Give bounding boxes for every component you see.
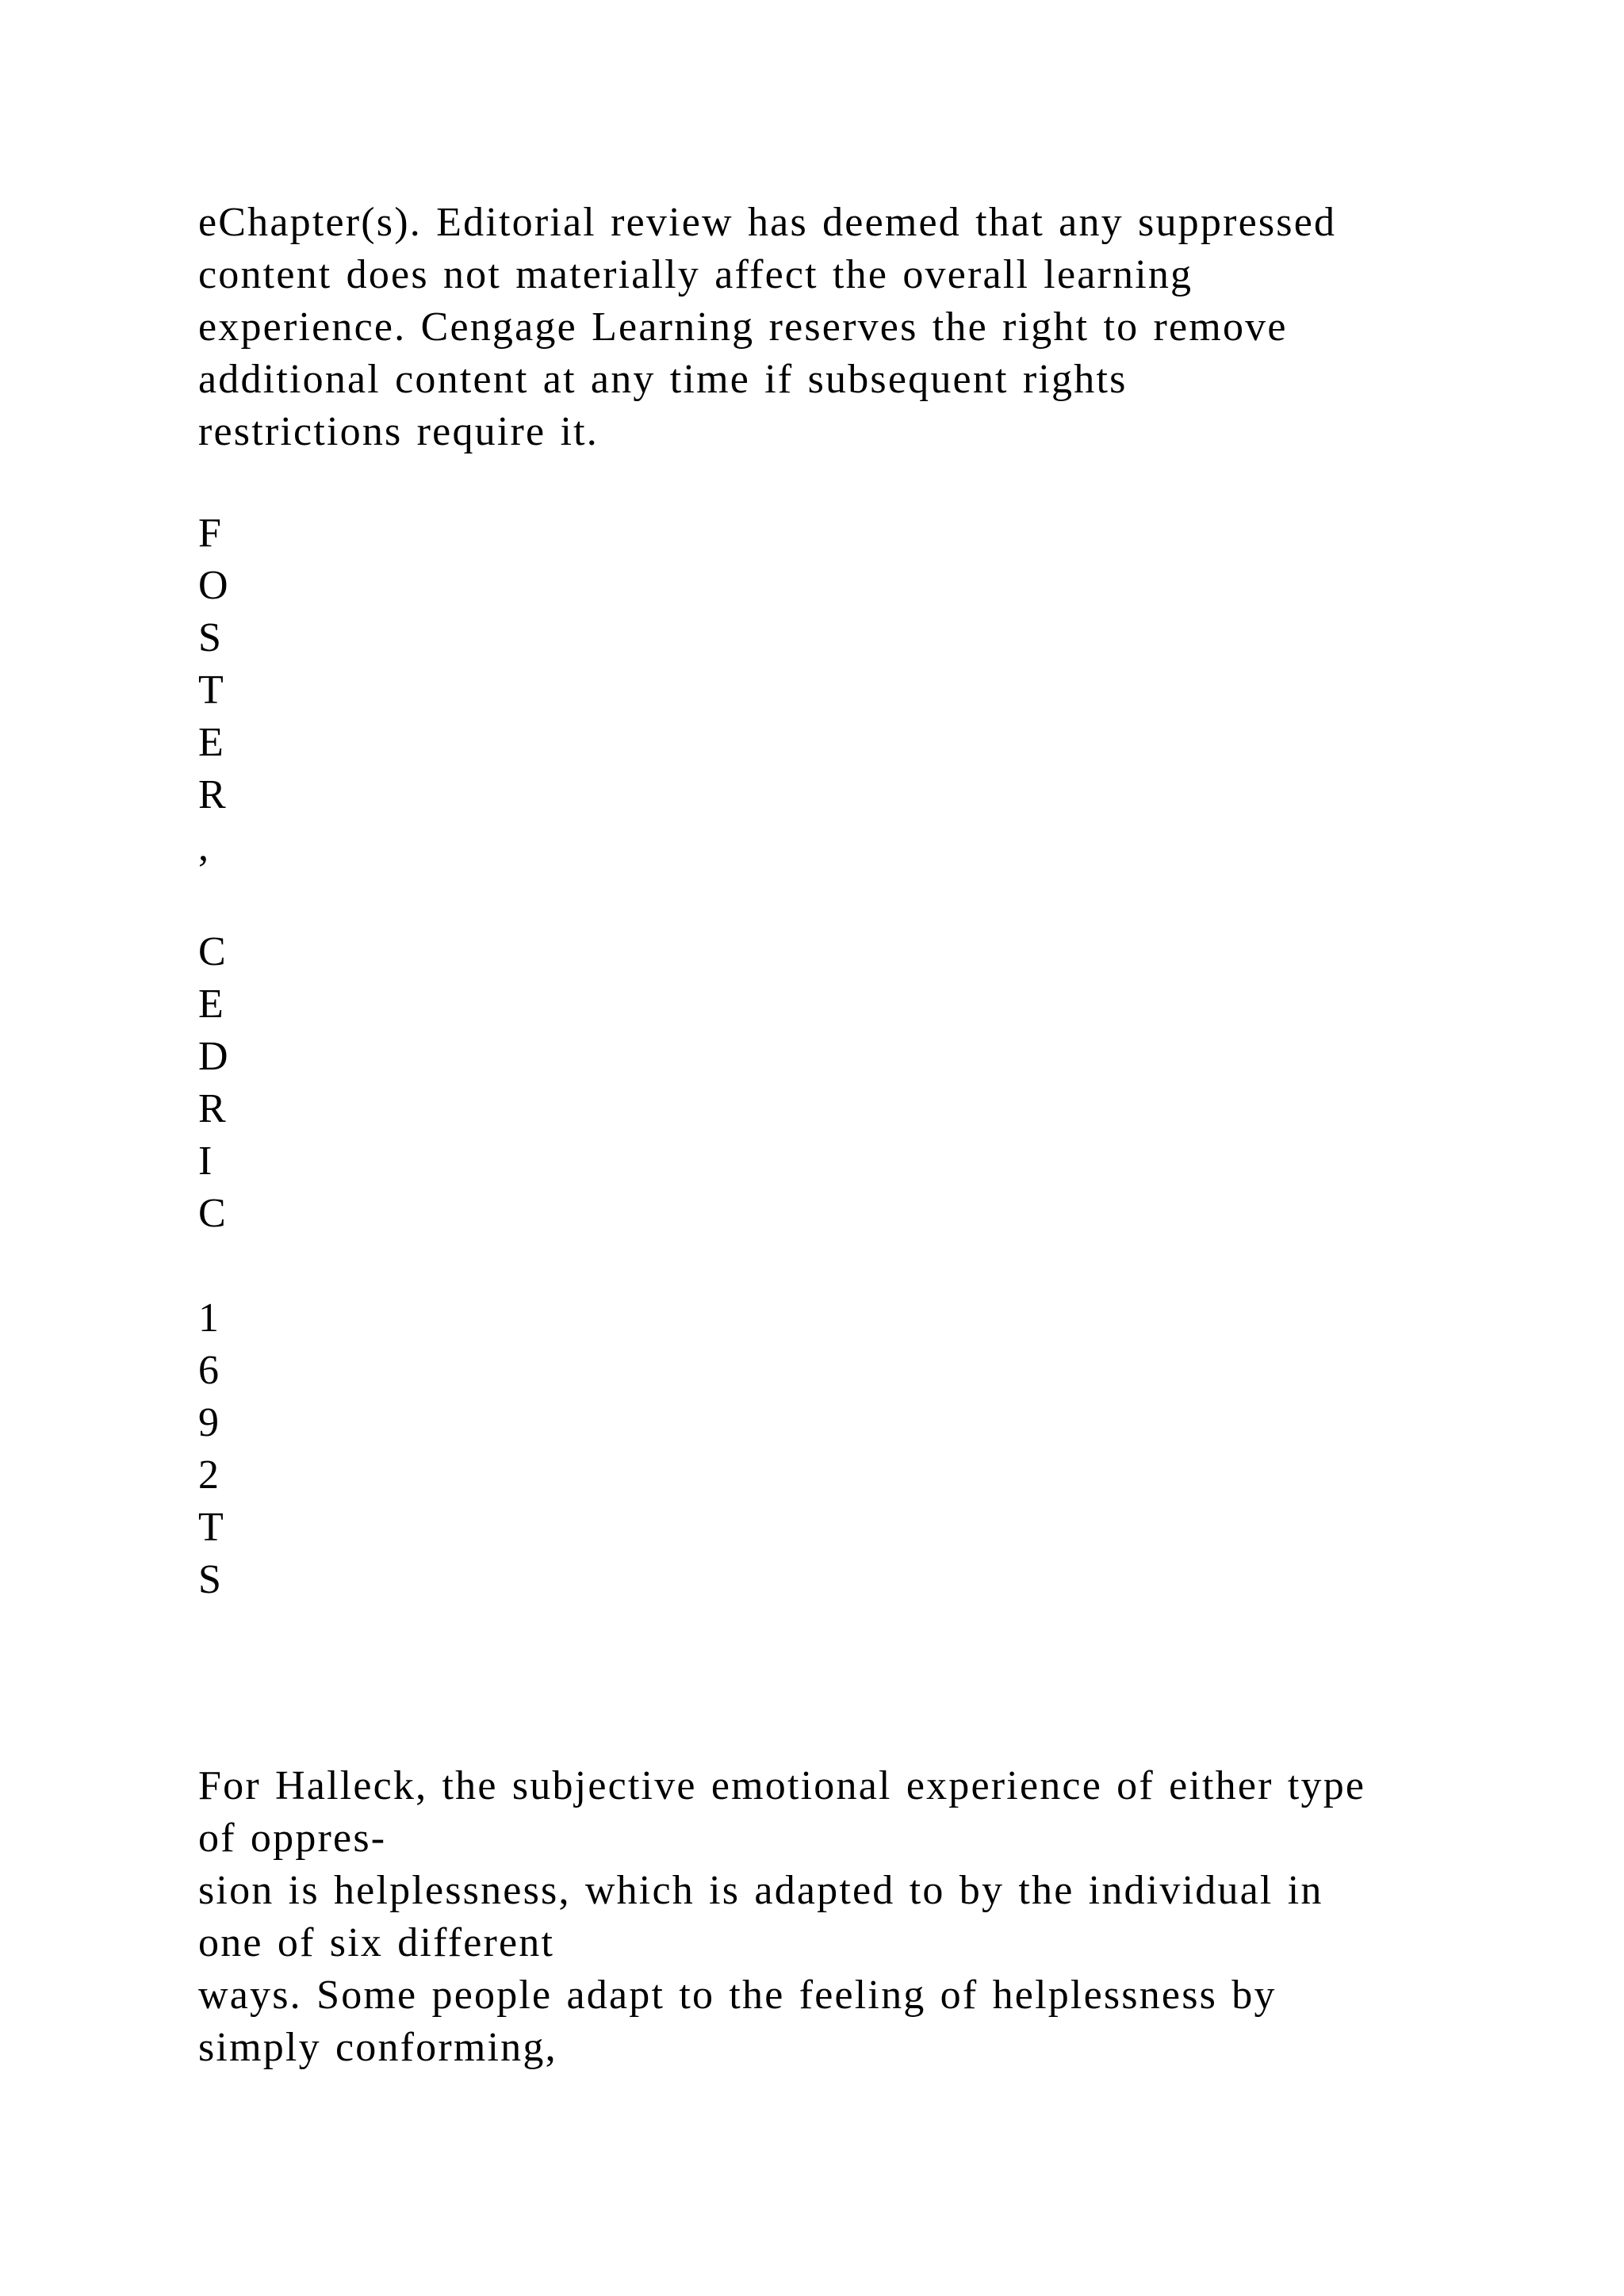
vertical-char: E — [198, 982, 224, 1027]
vertical-char: C — [198, 1191, 226, 1236]
intro-line: content does not materially affect the overall learning — [198, 252, 1193, 297]
vertical-char: F — [198, 511, 221, 556]
intro-line: restrictions require it. — [198, 409, 599, 454]
vertical-char: 6 — [198, 1348, 219, 1393]
body-line: For Halleck, the subjective emotional experience of either type — [198, 1763, 1366, 1808]
body-line: of oppres- — [198, 1816, 387, 1861]
vertical-char: S — [198, 1557, 221, 1602]
body-line: ways. Some people adapt to the feeling of helplessness by — [198, 1973, 1277, 2018]
intro-line: experience. Cengage Learning reserves the right to remove — [198, 304, 1288, 350]
body-line: sion is helplessness, which is adapted to by the individual in — [198, 1868, 1323, 1913]
vertical-char: 1 — [198, 1295, 219, 1341]
intro-paragraph — [198, 197, 1499, 458]
vertical-watermark-text — [198, 507, 228, 1606]
vertical-char: 9 — [198, 1400, 219, 1445]
vertical-char: R — [198, 772, 226, 817]
vertical-char: D — [198, 1034, 228, 1079]
intro-line: eChapter(s). Editorial review has deemed that any suppressed — [198, 200, 1337, 245]
body-line: one of six different — [198, 1920, 555, 1965]
vertical-char: , — [198, 825, 209, 870]
vertical-char: T — [198, 668, 224, 713]
vertical-char: I — [198, 1138, 213, 1184]
vertical-char: C — [198, 929, 226, 974]
vertical-gap — [198, 1240, 228, 1292]
vertical-gap — [198, 874, 228, 926]
vertical-char: E — [198, 720, 224, 765]
body-paragraph — [198, 1760, 1499, 2074]
body-line: simply conforming, — [198, 2025, 557, 2070]
vertical-char: 2 — [198, 1452, 219, 1498]
intro-line: additional content at any time if subsequent rights — [198, 357, 1128, 402]
vertical-char: O — [198, 563, 228, 608]
vertical-char: T — [198, 1505, 224, 1550]
vertical-char: S — [198, 615, 221, 660]
vertical-char: R — [198, 1086, 226, 1131]
